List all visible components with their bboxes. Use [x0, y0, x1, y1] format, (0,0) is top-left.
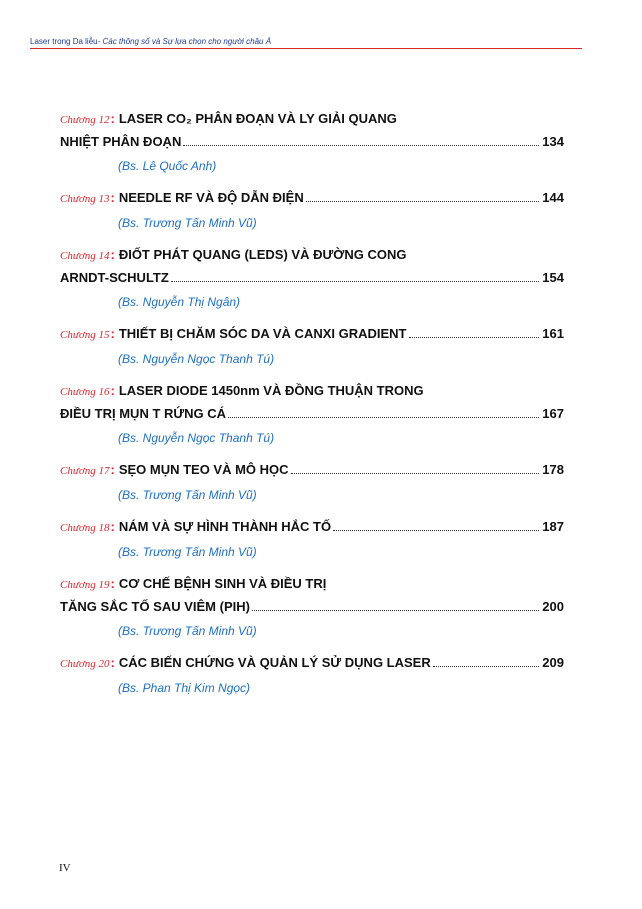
running-header — [30, 37, 582, 46]
chapter-author: (Bs. Lê Quốc Anh) — [118, 159, 217, 173]
dot-leader — [291, 473, 540, 474]
chapter-label-colon: : — [110, 326, 115, 341]
chapter-page-number: 167 — [542, 406, 564, 421]
toc-entry[interactable] — [60, 573, 564, 641]
header-book-title: Laser trong Da liễu — [30, 37, 98, 46]
chapter-title: TĂNG SẮC TỐ SAU VIÊM (PIH) — [60, 599, 250, 614]
chapter-label: Chương 16 — [60, 386, 110, 398]
chapter-page-number: 144 — [542, 190, 564, 205]
dot-leader — [333, 530, 539, 531]
chapter-author: (Bs. Nguyễn Ngọc Thanh Tú) — [118, 431, 275, 445]
toc-entry[interactable] — [60, 244, 564, 312]
chapter-title: THIẾT BỊ CHĂM SÓC DA VÀ CANXI GRADIENT — [118, 326, 407, 341]
toc-entry-line — [60, 323, 564, 346]
toc-entry[interactable] — [60, 380, 564, 448]
chapter-title: SẸO MỤN TEO VÀ MÔ HỌC — [118, 462, 289, 477]
toc-entry-line — [60, 652, 564, 675]
chapter-page-number: 154 — [542, 270, 564, 285]
dot-leader — [228, 417, 539, 418]
chapter-page-number: 178 — [542, 462, 564, 477]
chapter-title: ĐIỀU TRỊ MỤN T RỨNG CÁ — [60, 406, 227, 421]
toc-entry-line — [60, 267, 564, 289]
chapter-title: CÁC BIẾN CHỨNG VÀ QUẢN LÝ SỬ DỤNG LASER — [118, 655, 431, 670]
chapter-label-colon: : — [110, 111, 115, 126]
chapter-title: CƠ CHẾ BỆNH SINH VÀ ĐIỀU TRỊ — [118, 576, 327, 591]
chapter-page-number: 200 — [542, 599, 564, 614]
chapter-label: Chương 19 — [60, 579, 110, 591]
toc-entry-line — [60, 573, 564, 596]
chapter-page-number: 134 — [542, 134, 564, 149]
header-subtitle: - Các thông số và Sự lựa chọn cho người châu Á — [97, 37, 272, 46]
chapter-title: NÁM VÀ SỰ HÌNH THÀNH HẮC TỐ — [118, 519, 332, 534]
chapter-label: Chương 13 — [60, 193, 110, 205]
toc-entry[interactable] — [60, 187, 564, 233]
chapter-label-colon: : — [110, 190, 115, 205]
chapter-label: Chương 20 — [60, 658, 110, 670]
page-number: IV — [59, 862, 71, 874]
chapter-label: Chương 18 — [60, 522, 110, 534]
chapter-author: (Bs. Nguyễn Ngọc Thanh Tú) — [118, 352, 275, 366]
toc-entry-line — [60, 131, 564, 153]
dot-leader — [306, 201, 540, 202]
chapter-page-number: 161 — [542, 326, 564, 341]
toc-entry-line — [60, 403, 564, 425]
header-divider — [30, 48, 582, 49]
chapter-title: ARNDT-SCHULTZ — [60, 270, 169, 285]
chapter-label: Chương 14 — [60, 250, 110, 262]
chapter-author: (Bs. Trương Tấn Minh Vũ) — [118, 216, 257, 230]
toc-entry[interactable] — [60, 652, 564, 698]
chapter-title: ĐIỐT PHÁT QUANG (LEDS) VÀ ĐƯỜNG CONG — [118, 247, 407, 262]
chapter-label-colon: : — [110, 383, 115, 398]
chapter-author: (Bs. Phan Thị Kim Ngọc) — [118, 681, 251, 695]
chapter-page-number: 187 — [542, 519, 564, 534]
chapter-label-colon: : — [110, 655, 115, 670]
chapter-label: Chương 12 — [60, 114, 110, 126]
toc-entry[interactable] — [60, 459, 564, 505]
chapter-author: (Bs. Trương Tấn Minh Vũ) — [118, 488, 257, 502]
chapter-author: (Bs. Trương Tấn Minh Vũ) — [118, 624, 257, 638]
chapter-author: (Bs. Nguyễn Thị Ngân) — [118, 295, 241, 309]
chapter-label: Chương 17 — [60, 465, 110, 477]
dot-leader — [433, 666, 540, 667]
dot-leader — [183, 145, 539, 146]
dot-leader — [409, 337, 540, 338]
chapter-title: LASER CO₂ PHÂN ĐOẠN VÀ LY GIẢI QUANG — [118, 111, 397, 126]
toc-entry-line — [60, 108, 564, 131]
toc-entry-line — [60, 187, 564, 210]
toc-entry[interactable] — [60, 108, 564, 176]
chapter-label-colon: : — [110, 576, 115, 591]
chapter-label-colon: : — [110, 247, 115, 262]
chapter-title: NHIỆT PHÂN ĐOẠN — [60, 134, 182, 149]
chapter-page-number: 209 — [542, 655, 564, 670]
toc-entry-line — [60, 516, 564, 539]
table-of-contents — [60, 108, 564, 709]
toc-entry[interactable] — [60, 516, 564, 562]
chapter-label-colon: : — [110, 519, 115, 534]
toc-entry-line — [60, 380, 564, 403]
chapter-author: (Bs. Trương Tấn Minh Vũ) — [118, 545, 257, 559]
toc-entry-line — [60, 459, 564, 482]
chapter-label: Chương 15 — [60, 329, 110, 341]
chapter-title: LASER DIODE 1450nm VÀ ĐỒNG THUẬN TRONG — [118, 383, 424, 398]
chapter-label-colon: : — [110, 462, 115, 477]
toc-entry[interactable] — [60, 323, 564, 369]
toc-entry-line — [60, 244, 564, 267]
dot-leader — [171, 281, 539, 282]
dot-leader — [252, 610, 539, 611]
toc-entry-line — [60, 596, 564, 618]
chapter-title: NEEDLE RF VÀ ĐỘ DẪN ĐIỆN — [118, 190, 304, 205]
